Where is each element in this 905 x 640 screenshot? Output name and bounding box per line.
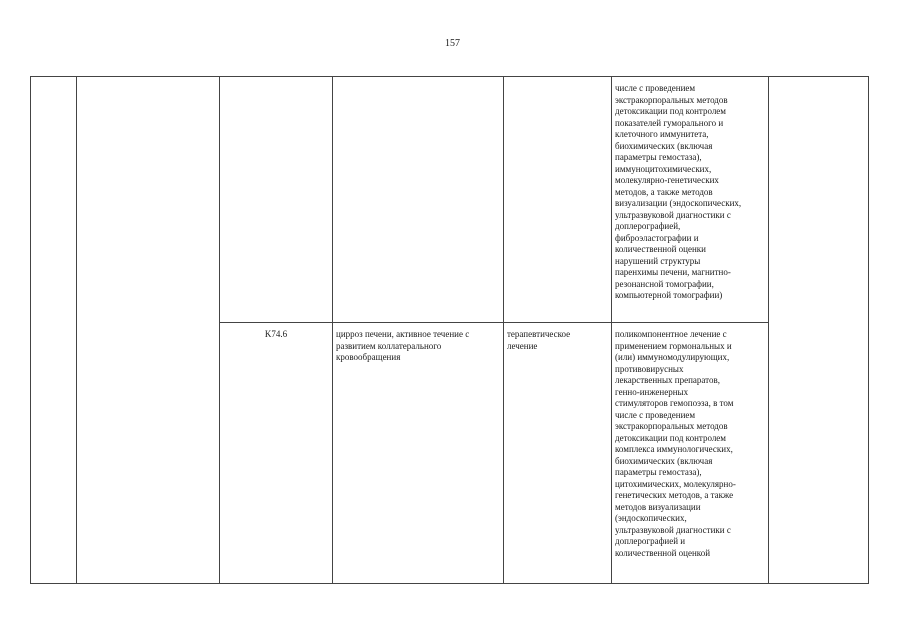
treatment-type-cell (504, 77, 612, 323)
standard-cost-cell (769, 77, 869, 584)
treatment-method-cell: поликомпонентное лечение с применением гормональных и (или) иммуномодулирующих, противовирусных лекарственных препаратов, генно-инженерных стимуляторов гемопоэза, в том числе с проведением экстракорпоральных методов детоксикации под контролем комплекса иммунологических, биохимических (включая параметры гемостаза), цитохимических, молекулярно- генетических методов, а также методов визуализации (эндоскопических, ультразвуковой диагностики с доплерографией и количественной оценкой (612, 323, 769, 584)
page-number: 157 (445, 38, 460, 49)
medical-care-table (30, 76, 869, 584)
code-cell (220, 77, 333, 323)
condition-cell (333, 77, 504, 323)
treatment-type-cell: терапевтическое лечение (504, 323, 612, 584)
profile-cell (77, 77, 220, 584)
treatment-method-cell: числе с проведением экстракорпоральных методов детоксикации под контролем показателей гуморального и клеточного иммунитета, биохимических (включая параметры гемостаза), иммуноцитохимических, молекулярно-генетических методов, а также методов визуализации (эндоскопических, ультразвуковой диагностики с доплерографией, фиброэластографии и количественной оценки нарушений структуры паренхимы печени, магнитно- резонансной томографии, компьютерной томографии) (612, 77, 769, 323)
index-cell (31, 77, 77, 584)
table-row (31, 77, 869, 323)
condition-cell: цирроз печени, активное течение с развитием коллатерального кровообращения (333, 323, 504, 584)
code-cell: K74.6 (220, 323, 333, 584)
